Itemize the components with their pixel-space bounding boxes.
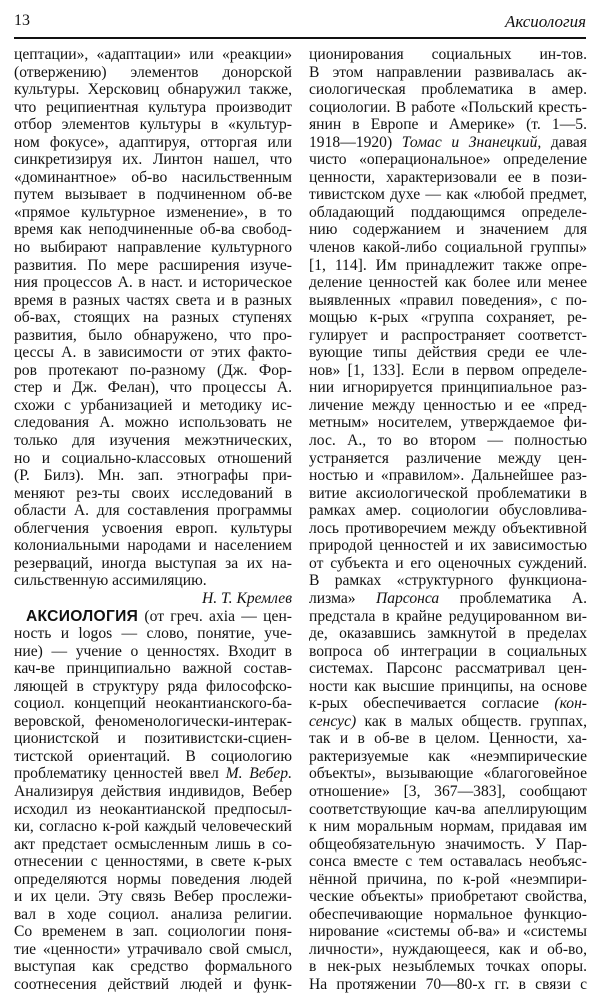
text-line: устраняется различение между цен- bbox=[309, 449, 587, 467]
text-line: рамках амер. социологии обусловлива- bbox=[309, 502, 587, 520]
text-line: и их цели. Эту связь Вебер прослежи- bbox=[14, 888, 292, 906]
text-line: развития, было обнаружено, что про- bbox=[14, 326, 292, 344]
text-line: выявленных «правил поведения», с по- bbox=[309, 291, 587, 309]
text-line: стер и Дж. Фелан), что процессы А. bbox=[14, 379, 292, 397]
text-line: только для изучения межэтнических, bbox=[14, 432, 292, 450]
text-line: сонса вместе с тем оставалась необъяс- bbox=[309, 853, 587, 871]
text-line: но выбирают направление культурного bbox=[14, 239, 292, 257]
text-line: ляющей в структуру ряда философско- bbox=[14, 677, 292, 695]
person-name-parsons: Парсонса bbox=[375, 589, 440, 607]
text-line: сильственную ассимиляцию. bbox=[14, 572, 207, 590]
text-line: мощью к-рых «группа сохраняет, ре- bbox=[309, 309, 587, 327]
entry-headword: АКСИОЛОГИЯ bbox=[26, 607, 139, 625]
text-fragment: лизма» bbox=[309, 589, 356, 607]
person-name-weber: М. Вебер. bbox=[225, 765, 292, 783]
text-line: В рамках «структурного функциона- bbox=[309, 572, 587, 590]
text-line: путем вызывает в подчиненном об-ве bbox=[14, 186, 292, 204]
header-rule bbox=[14, 37, 586, 39]
text-line: нирование «системы об-ва» и «системы bbox=[309, 923, 587, 941]
text-line: ционирования социальных ин-тов. bbox=[309, 46, 587, 63]
text-line: нённой причина, по к-рой «неэмпири- bbox=[309, 870, 587, 888]
text-line: колониальными народами и населением bbox=[14, 537, 292, 555]
text-line: ционистской и позитивистски-сциен- bbox=[14, 730, 292, 748]
text-line-with-term bbox=[309, 713, 587, 731]
text-line: социологии. В работе «Польский кресть- bbox=[309, 98, 587, 116]
text-line: янин в Европе и Америке» (т. 1—5. bbox=[309, 116, 587, 134]
text-line: что реципиентная культура производит bbox=[14, 98, 292, 116]
text-line: обладающий поддающимся определе- bbox=[309, 203, 587, 221]
text-line: вующие типы действия среди ее чле- bbox=[309, 344, 587, 362]
text-line: ности как высшие принципы, на основе bbox=[309, 677, 587, 695]
text-line: культуры. Херсковиц обнаружил также, bbox=[14, 81, 292, 99]
text-line: тивистском духе — как «любой предмет, bbox=[309, 186, 587, 204]
text-line: социол. концепций неокантианского-ба- bbox=[14, 695, 292, 713]
text-line: тие «ценности» утрачивало свой смысл, bbox=[14, 940, 292, 958]
text-line: отбор элементов культуры в «культур- bbox=[14, 116, 292, 134]
text-line: ностью и «правилом». Дальнейшее раз- bbox=[309, 467, 587, 485]
text-line: системах. Парсонс рассматривал цен- bbox=[309, 660, 587, 678]
text-fragment: давая bbox=[541, 133, 587, 151]
text-line: цессы А. в зависимости от этих факто- bbox=[14, 344, 292, 362]
author-signature: Н. Т. Кремлев bbox=[201, 589, 292, 607]
text-line: личности», нуждающееся, как и об-во, bbox=[309, 940, 587, 958]
text-line: исходил из неокантианской предпосыл- bbox=[14, 800, 292, 818]
text-line: нов» [1, 133]. Если в первом определе- bbox=[309, 361, 587, 379]
text-line-with-name bbox=[309, 590, 587, 608]
text-line: де, оказавшись замкнутой в пределах bbox=[309, 625, 587, 643]
entry-axiology bbox=[14, 608, 292, 994]
text-line: об-вах, стоящих на разных ступенях bbox=[14, 309, 292, 327]
text-line: сиологическая проблематика в амер. bbox=[309, 81, 587, 99]
entry-first-line bbox=[14, 608, 292, 626]
text-line: рактеризуемые как «неэмпирические bbox=[309, 747, 587, 765]
text-line: ном фокусе», адаптируя, отторгая или bbox=[14, 133, 292, 151]
text-line: области А. для составления программы bbox=[14, 502, 292, 520]
text-line: меняют рез-ты своих исследований в bbox=[14, 484, 292, 502]
text-line: (отвержению) элементов донорской bbox=[14, 63, 292, 81]
text-line: природой ценностей и их зависимостью bbox=[309, 537, 587, 555]
text-line: «доминантное» об-во насильственным bbox=[14, 168, 292, 186]
text-line: ческие объекты» приобретают свойства, bbox=[309, 888, 587, 906]
text-line: чисто «операциональное» определение bbox=[309, 151, 587, 169]
text-fragment: как в малых обществ. группах, bbox=[356, 712, 587, 730]
text-line: время как неподчиненные об-ва свобод- bbox=[14, 221, 292, 239]
text-line: вал в ходе социол. анализа религии. bbox=[14, 905, 292, 923]
left-column bbox=[14, 46, 292, 994]
text-line: ров протекают по-разному (Дж. Фор- bbox=[14, 361, 292, 379]
text-line: личение между ценностью и ее «пред- bbox=[309, 396, 587, 414]
text-line: соотнесения действий людей и функ- bbox=[14, 975, 292, 993]
text-line: объекты», вызывающие «благоговейное bbox=[309, 765, 587, 783]
text-line: метным» носителем, утверждаемое фи- bbox=[309, 414, 587, 432]
text-line: «прямое культурное изменение», в то bbox=[14, 203, 292, 221]
text-line: так и в об-ве в целом. Ценности, ха- bbox=[309, 730, 587, 748]
text-line: обеспечивающие нормальное функцио- bbox=[309, 905, 587, 923]
text-line: веровской, феноменологически-интерак- bbox=[14, 712, 292, 730]
text-line: членов какой-либо социальной группы» bbox=[309, 239, 587, 257]
text-line: На протяжении 70—80-х гг. в связи с bbox=[309, 975, 587, 993]
page-number: 13 bbox=[14, 12, 30, 29]
text-fragment: к-рых обеспечивается согласие bbox=[309, 695, 539, 713]
previous-entry-text bbox=[14, 46, 292, 608]
text-line: предстала в крайне редуцированном ви- bbox=[309, 607, 587, 625]
text-line: ценности, характеризовали ее в пози- bbox=[309, 168, 587, 186]
running-head: Аксиология bbox=[505, 12, 586, 31]
person-names-thomas-znaniecki: Томас и Знанецкий, bbox=[401, 133, 542, 151]
text-line: ния процессов А. в наст. и историческое bbox=[14, 274, 292, 292]
text-line: развития. По мере расширения изуче- bbox=[14, 256, 292, 274]
page-header bbox=[14, 12, 586, 34]
text-line: общеобязательную значимость. У Пар- bbox=[309, 835, 587, 853]
text-line: время в разных частях света и в разных bbox=[14, 291, 292, 309]
text-line: схожи с урбанизацией и методику ис- bbox=[14, 396, 292, 414]
text-line: В этом направлении развивалась ак- bbox=[309, 63, 587, 81]
right-column bbox=[309, 46, 587, 994]
text-line: отнесении с ценностями, в свете к-рых bbox=[14, 853, 292, 871]
text-line: вопроса об интеграции в социальных bbox=[309, 642, 587, 660]
term-consensus-part2: сенсус) bbox=[309, 712, 357, 730]
text-line: отношение» [3, 367—383], сообщают bbox=[309, 782, 587, 800]
text-line: деление ценностей как более или менее bbox=[309, 274, 587, 292]
text-line: но и социально-классовых отношений bbox=[14, 449, 292, 467]
text-line: к ним моральным нормам, придавая им bbox=[309, 818, 587, 836]
text-line: определяются нормы поведения людей bbox=[14, 870, 292, 888]
text-line-with-name bbox=[14, 765, 292, 783]
text-line: витие аксиологической проблематики в bbox=[309, 484, 587, 502]
text-line: нии игнорируется принципиальное раз- bbox=[309, 379, 587, 397]
text-line: ность и logos — слово, понятие, уче- bbox=[14, 625, 292, 643]
text-line: в нек-рых незыблемых точках опоры. bbox=[309, 958, 587, 976]
text-line: (Р. Билз). Мн. зап. этнографы при- bbox=[14, 467, 292, 485]
text-fragment: проблематика А. bbox=[439, 589, 587, 607]
text-line: кач-ве принципиально важной состав- bbox=[14, 660, 292, 678]
text-line: соответствующие кач-ва апеллирующим bbox=[309, 800, 587, 818]
term-consensus-part1: (кон- bbox=[554, 695, 587, 713]
text-fragment: проблематику ценностей ввел bbox=[14, 765, 219, 783]
text-fragment: (от греч. axia — цен- bbox=[138, 607, 292, 625]
text-fragment: 1918—1920) bbox=[309, 133, 393, 151]
text-line: следования А. можно использовать не bbox=[14, 414, 292, 432]
text-line: от субъекта и его оценочных суждений. bbox=[309, 554, 587, 572]
text-line: выступая как средство формального bbox=[14, 958, 292, 976]
text-line: акт предстает осмысленным лишь в со- bbox=[14, 835, 292, 853]
text-line: Со временем в зап. социологии поня- bbox=[14, 923, 292, 941]
text-line: [1, 114]. Им принадлежит также опре- bbox=[309, 256, 587, 274]
text-line: ние) — учение о ценностях. Входит в bbox=[14, 642, 292, 660]
text-line: тистской ориентаций. В социологию bbox=[14, 747, 292, 765]
text-line: облегчения усвоения европ. культуры bbox=[14, 519, 292, 537]
text-line: лось противоречием между объективной bbox=[309, 519, 587, 537]
text-line: ки, согласно к-рой каждый человеческий bbox=[14, 818, 292, 836]
text-line: нию содержанием и значением для bbox=[309, 221, 587, 239]
text-line-with-names bbox=[309, 134, 587, 152]
text-line: лос. А., то во втором — полностью bbox=[309, 432, 587, 450]
text-line: цептации», «адаптации» или «реакции» bbox=[14, 46, 292, 63]
text-line: синкретизируя их. Линтон нашел, что bbox=[14, 151, 292, 169]
text-line: Анализируя действия индивидов, Вебер bbox=[14, 782, 292, 800]
text-line-with-term bbox=[309, 695, 587, 713]
text-line: резерваций, иногда выступая за их на- bbox=[14, 554, 292, 572]
text-line: гулирует и распространяет соответст- bbox=[309, 326, 587, 344]
